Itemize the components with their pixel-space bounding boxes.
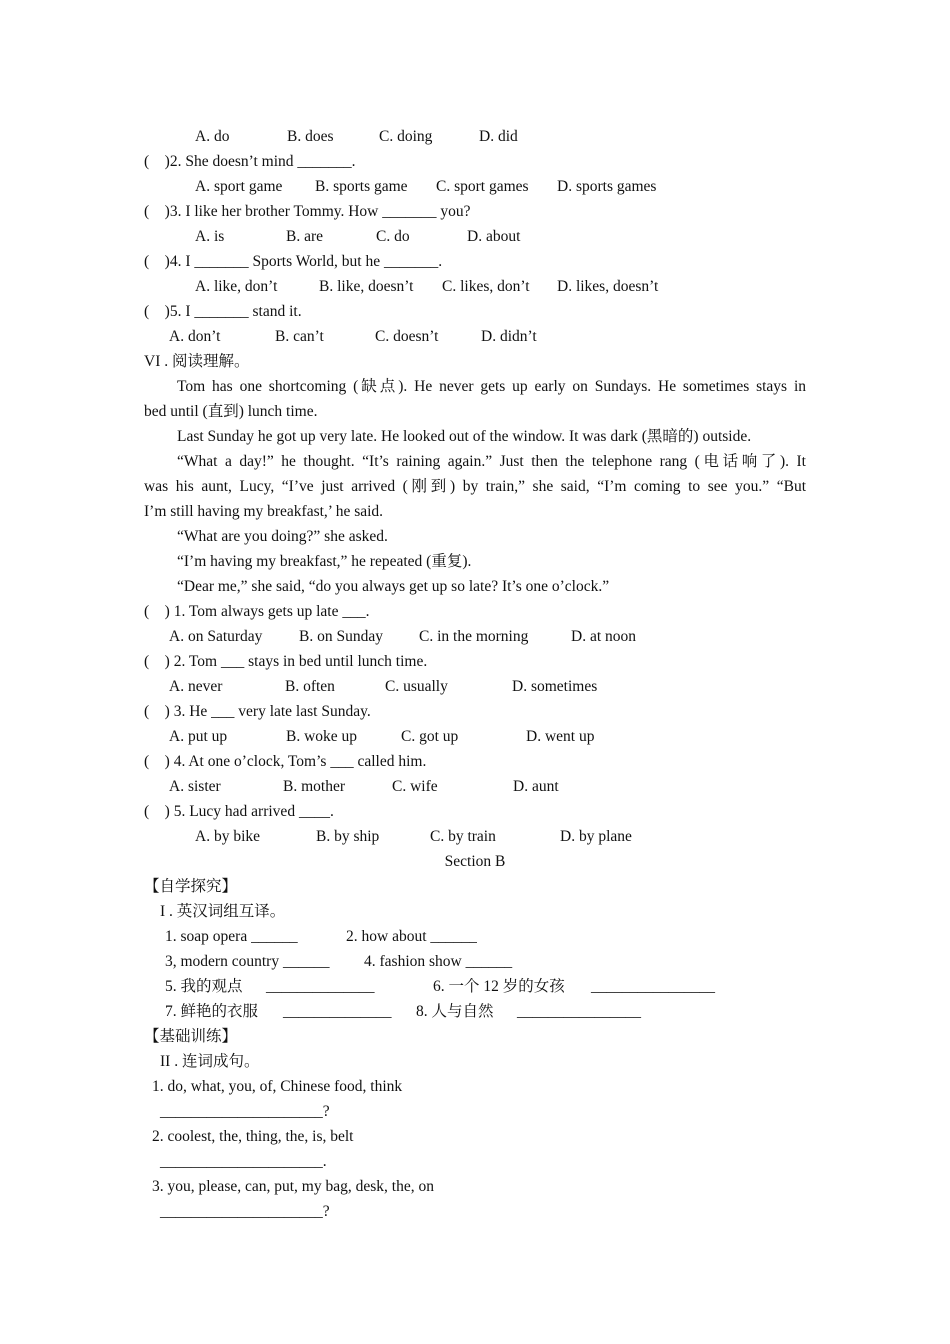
option-c: C. got up [401, 728, 459, 745]
phrase-item: 7. 鲜艳的衣服 [165, 1003, 259, 1020]
option-b: B. can’t [275, 328, 324, 345]
basic-training-heading: 【基础训练】 [144, 1028, 238, 1045]
option-a: A. put up [169, 728, 228, 745]
option-a: A. never [169, 678, 223, 695]
answer-blank[interactable]: ________________ [591, 978, 715, 995]
answer-blank[interactable]: ________________ [517, 1003, 641, 1020]
option-b: B. woke up [286, 728, 358, 745]
option-c: C. in the morning [419, 628, 529, 645]
reading-question-3: ( ) 3. He ___ very late last Sunday. [144, 703, 371, 720]
option-b: B. sports game [315, 178, 408, 195]
option-c: C. likes, don’t [442, 278, 530, 295]
option-d: D. aunt [513, 778, 559, 795]
option-b: B. on Sunday [299, 628, 383, 645]
self-study-heading: 【自学探究】 [144, 878, 238, 895]
passage-line: Last Sunday he got up very late. He looked out of the window. It was dark (黑暗的) outside. [177, 428, 752, 445]
phrase-item: 4. fashion show ______ [364, 953, 513, 970]
option-a: A. like, don’t [195, 278, 278, 295]
phrase-item: 6. 一个 12 岁的女孩 [433, 978, 565, 995]
option-b: B. does [287, 128, 334, 145]
option-b: B. mother [283, 778, 345, 795]
phrase-item: 1. soap opera ______ [165, 928, 298, 945]
option-d: D. likes, doesn’t [557, 278, 659, 295]
reading-heading: VI . 阅读理解。 [144, 353, 250, 370]
option-d: D. sports games [557, 178, 657, 195]
passage-line: “What a day!” he thought. “It’s raining again.” Just then the telephone rang (电话响了). It [177, 453, 806, 470]
question-3: ( )3. I like her brother Tommy. How _______ you? [144, 203, 471, 220]
option-c: C. by train [430, 828, 496, 845]
option-a: A. don’t [169, 328, 221, 345]
section-title: Section B [444, 853, 506, 870]
answer-blank[interactable]: ______________ [266, 978, 375, 995]
sentence-answer[interactable]: _____________________. [160, 1153, 327, 1170]
option-c: C. usually [385, 678, 448, 695]
option-c: C. wife [392, 778, 438, 795]
reading-question-5: ( ) 5. Lucy had arrived ____. [144, 803, 334, 820]
option-a: A. do [195, 128, 230, 145]
option-c: C. doesn’t [375, 328, 439, 345]
phrase-item: 2. how about ______ [346, 928, 477, 945]
option-d: D. by plane [560, 828, 632, 845]
sentence-prompt: 1. do, what, you, of, Chinese food, think [152, 1078, 403, 1095]
option-b: B. like, doesn’t [319, 278, 414, 295]
passage-line: bed until (直到) lunch time. [144, 403, 318, 420]
reading-question-1: ( ) 1. Tom always gets up late ___. [144, 603, 370, 620]
sentence-answer[interactable]: _____________________? [160, 1203, 330, 1220]
option-a: A. is [195, 228, 225, 245]
option-a: A. sister [169, 778, 221, 795]
option-d: D. didn’t [481, 328, 537, 345]
passage-line: “Dear me,” she said, “do you always get up so late? It’s one o’clock.” [177, 578, 610, 595]
option-a: A. by bike [195, 828, 261, 845]
option-d: D. about [467, 228, 521, 245]
part2-heading: II . 连词成句。 [160, 1053, 260, 1070]
question-4: ( )4. I _______ Sports World, but he _______. [144, 253, 443, 270]
option-c: C. sport games [436, 178, 529, 195]
option-b: B. often [285, 678, 335, 695]
option-b: B. are [286, 228, 324, 245]
option-a: A. sport game [195, 178, 283, 195]
option-d: D. went up [526, 728, 595, 745]
sentence-prompt: 2. coolest, the, thing, the, is, belt [152, 1128, 354, 1145]
passage-line: Tom has one shortcoming (缺点). He never gets up early on Sundays. He sometimes stays in [177, 378, 806, 395]
option-d: D. at noon [571, 628, 637, 645]
question-5: ( )5. I _______ stand it. [144, 303, 302, 320]
option-d: D. did [479, 128, 518, 145]
sentence-answer[interactable]: _____________________? [160, 1103, 330, 1120]
phrase-item: 5. 我的观点 [165, 978, 243, 995]
option-d: D. sometimes [512, 678, 598, 695]
answer-blank[interactable]: ______________ [283, 1003, 392, 1020]
passage-line: was his aunt, Lucy, “I’ve just arrived (刚到) by train,” she said, “I’m coming to see you.” “But [144, 478, 806, 495]
passage-line: “I’m having my breakfast,” he repeated (重复). [177, 553, 472, 570]
option-a: A. on Saturday [169, 628, 263, 645]
option-c: C. do [376, 228, 410, 245]
reading-question-2: ( ) 2. Tom ___ stays in bed until lunch time. [144, 653, 428, 670]
part1-heading: I . 英汉词组互译。 [160, 903, 286, 920]
phrase-item: 3, modern country ______ [165, 953, 330, 970]
phrase-item: 8. 人与自然 [416, 1003, 494, 1020]
question-2: ( )2. She doesn’t mind _______. [144, 153, 356, 170]
option-c: C. doing [379, 128, 433, 145]
option-b: B. by ship [316, 828, 380, 845]
passage-line: I’m still having my breakfast,’ he said. [144, 503, 384, 520]
reading-question-4: ( ) 4. At one o’clock, Tom’s ___ called him. [144, 753, 427, 770]
passage-line: “What are you doing?” she asked. [177, 528, 388, 545]
sentence-prompt: 3. you, please, can, put, my bag, desk, the, on [152, 1178, 434, 1195]
